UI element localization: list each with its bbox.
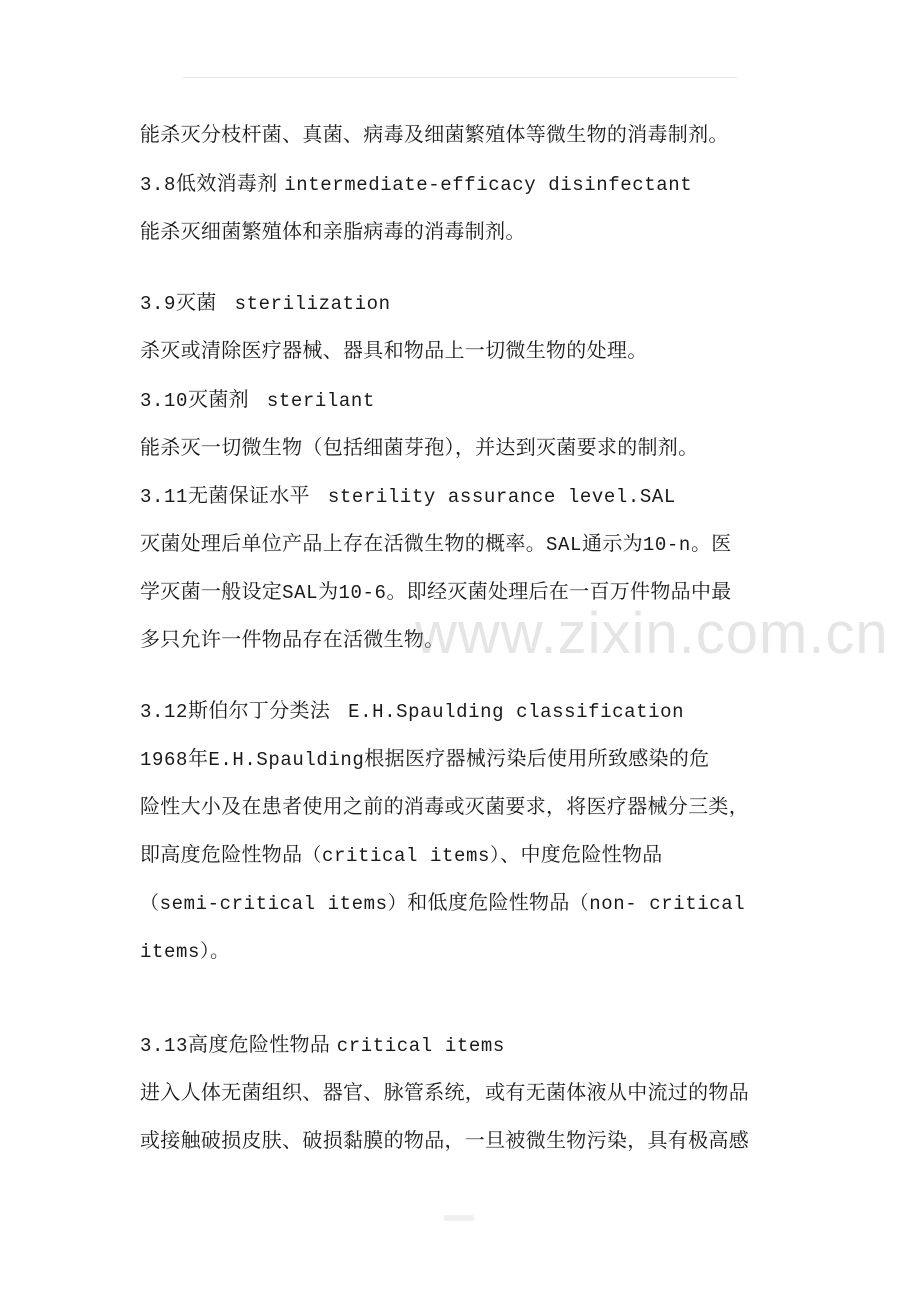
section-heading-3-9: 3.9灭菌 sterilization: [140, 290, 391, 315]
body-line: 1968年E.H.Spaulding根据医疗器械污染后使用所致感染的危: [140, 746, 710, 771]
section-heading-3-11: 3.11无菌保证水平 sterility assurance level.SAL: [140, 483, 676, 508]
body-line: 能杀灭分枝杆菌、真菌、病毒及细菌繁殖体等微生物的消毒制剂。: [140, 122, 729, 146]
body-line: 学灭菌一般设定SAL为10-6。即经灭菌处理后在一百万件物品中最: [140, 579, 732, 604]
body-line: 灭菌处理后单位产品上存在活微生物的概率。SAL通示为10-n。医: [140, 531, 732, 556]
body-line: 即高度危险性物品（critical items）、中度危险性物品: [140, 842, 663, 867]
body-line: 险性大小及在患者使用之前的消毒或灭菌要求，将医疗器械分三类，: [140, 794, 749, 818]
section-heading-3-12: 3.12斯伯尔丁分类法 E.H.Spaulding classification: [140, 698, 685, 723]
body-line: 或接触破损皮肤、破损黏膜的物品，一旦被微生物污染，具有极高感: [140, 1128, 749, 1152]
body-line: （semi-critical items）和低度危险性物品（non- critical: [140, 890, 746, 915]
section-heading-3-13: 3.13高度危险性物品 critical items: [140, 1032, 505, 1057]
footer-mark: [444, 1215, 474, 1221]
watermark: www.zixin.com.cn: [415, 601, 889, 666]
body-line: items）。: [140, 941, 230, 963]
header-rule: [183, 77, 737, 78]
section-heading-3-10: 3.10灭菌剂 sterilant: [140, 387, 375, 412]
section-heading-3-8: 3.8低效消毒剂 intermediate-efficacy disinfectant: [140, 171, 693, 196]
body-line: 能杀灭细菌繁殖体和亲脂病毒的消毒制剂。: [140, 219, 526, 243]
body-line: 多只允许一件物品存在活微生物。: [140, 627, 445, 651]
body-line: 能杀灭一切微生物（包括细菌芽孢），并达到灭菌要求的制剂。: [140, 435, 699, 459]
body-line: 杀灭或清除医疗器械、器具和物品上一切微生物的处理。: [140, 338, 648, 362]
body-line: 进入人体无菌组织、器官、脉管系统，或有无菌体液从中流过的物品: [140, 1080, 749, 1104]
